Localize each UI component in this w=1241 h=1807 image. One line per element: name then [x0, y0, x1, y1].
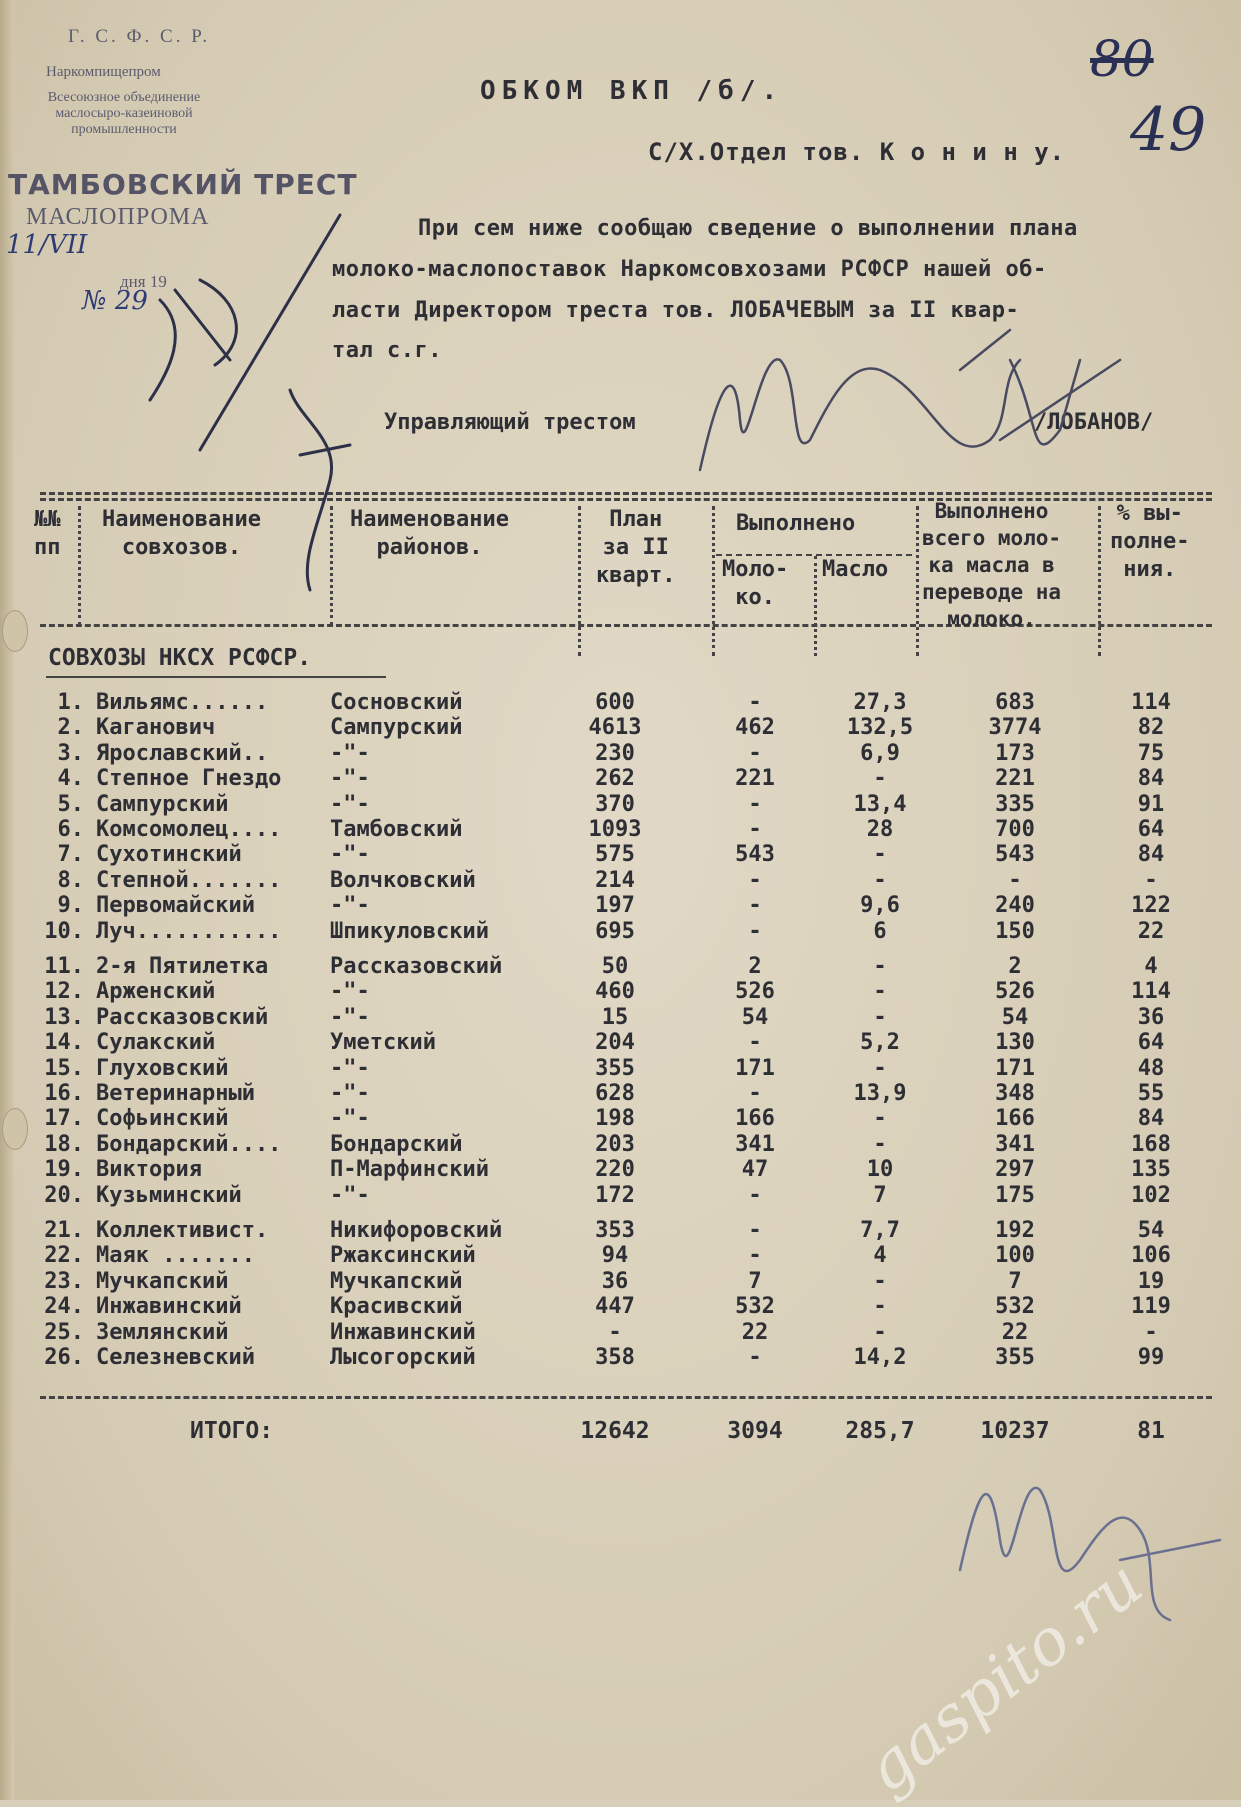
percent-value: 135	[1131, 1157, 1171, 1183]
plan-value: 262	[595, 766, 635, 792]
converted-total-value: 526	[995, 979, 1035, 1005]
milk-value: 221	[735, 766, 775, 792]
butter-value: -	[873, 867, 887, 893]
farm-name: Коллективист.	[96, 1218, 269, 1243]
row-number: 21.	[44, 1218, 84, 1243]
farm-name: Бондарский....	[96, 1131, 282, 1157]
row-number: 24.	[44, 1294, 84, 1320]
header-text: №№	[34, 507, 61, 532]
district-name: -"-	[330, 740, 370, 766]
farm-name: Вильямс......	[96, 690, 269, 715]
row-number: 22.	[44, 1243, 84, 1269]
plan-value: 358	[595, 1345, 635, 1370]
percent-value: 64	[1137, 817, 1165, 842]
butter-value: -	[873, 766, 887, 792]
converted-total-value: 348	[995, 1081, 1035, 1106]
milk-value: 7	[748, 1268, 762, 1294]
farm-name: Глуховский	[96, 1055, 229, 1081]
plan-value: 230	[595, 740, 635, 766]
row-number: 3.	[57, 740, 84, 766]
milk-value: -	[748, 1345, 762, 1370]
plan-value: 370	[595, 791, 635, 817]
butter-value: 9,6	[860, 893, 900, 919]
butter-value: 7,7	[860, 1218, 900, 1243]
milk-value: -	[748, 791, 762, 817]
milk-value: -	[748, 690, 762, 715]
district-name: Волчковский	[330, 867, 476, 893]
percent-value: 114	[1131, 979, 1171, 1005]
milk-value: -	[748, 893, 762, 919]
stamp-line: Всесоюзное объединение маслосыро-казеиновой промышленности	[47, 90, 201, 137]
district-name: Лысогорский	[330, 1345, 476, 1370]
header-text: районов.	[376, 535, 483, 560]
farm-name: Маяк .......	[96, 1243, 255, 1269]
row-number: 19.	[44, 1157, 84, 1183]
butter-value: -	[873, 954, 887, 979]
plan-value: 4613	[588, 715, 642, 741]
percent-value: 4	[1144, 954, 1158, 979]
farm-name: Рассказовский	[96, 1004, 269, 1030]
farm-name: Степной.......	[96, 867, 282, 893]
butter-value: 10	[866, 1157, 894, 1183]
converted-total-value: 173	[995, 740, 1035, 766]
butter-value: 6	[873, 918, 887, 944]
converted-total-value: 100	[995, 1243, 1035, 1269]
row-number: 1.	[57, 690, 84, 715]
farm-name: Комсомолец....	[96, 817, 282, 842]
row-number: 6.	[57, 817, 84, 842]
milk-value: -	[748, 1182, 762, 1208]
district-name: -"-	[330, 766, 370, 792]
converted-total-value: 175	[995, 1182, 1035, 1208]
header-text: ния.	[1123, 557, 1177, 582]
header-text: всего моло-	[922, 526, 1062, 550]
struck-page-number: 80	[1090, 30, 1154, 88]
page-number: 49	[1130, 95, 1207, 165]
row-number: 20.	[44, 1182, 84, 1208]
plan-value: 36	[601, 1268, 629, 1294]
plan-value: 628	[595, 1081, 635, 1106]
plan-value: 94	[601, 1243, 629, 1269]
body-line: ласти Директором треста тов. ЛОБАЧЕВЫМ за II квар-	[332, 298, 1020, 323]
number-label: №	[82, 286, 107, 316]
converted-total-value: 192	[995, 1218, 1035, 1243]
header-text: пп	[34, 535, 61, 560]
row-number: 15.	[44, 1055, 84, 1081]
plan-value: -	[608, 1319, 622, 1345]
body-line: тал с.г.	[332, 338, 442, 363]
percent-value: 91	[1137, 791, 1165, 817]
farm-name: Мучкапский	[96, 1268, 229, 1294]
converted-total-value: 130	[995, 1030, 1035, 1056]
row-number: 16.	[44, 1081, 84, 1106]
district-name: Сосновский	[330, 690, 463, 715]
converted-total-value: -	[1008, 867, 1022, 893]
total-label: ИТОГО:	[190, 1418, 274, 1444]
converted-total-value: 150	[995, 918, 1035, 944]
district-name: Шпикуловский	[330, 918, 489, 944]
row-number: 12.	[44, 979, 84, 1005]
total-butter: 285,7	[845, 1418, 915, 1444]
milk-value: -	[748, 918, 762, 944]
milk-value: -	[748, 817, 762, 842]
district-name: Никифоровский	[330, 1218, 503, 1243]
header-text: Выполнено	[934, 499, 1049, 523]
body-line: При сем ниже сообщаю сведение о выполнении плана	[418, 216, 1078, 241]
district-name: -"-	[330, 842, 370, 868]
header-text: Моло-	[722, 557, 789, 582]
butter-value: 28	[866, 817, 894, 842]
plan-value: 214	[595, 867, 635, 893]
stamp-line: Г. С. Ф. С. Р.	[68, 26, 211, 47]
section-title: СОВХОЗЫ НКСХ РСФСР.	[48, 645, 312, 671]
recipient-organization: ОБКОМ ВКП /б/.	[480, 76, 784, 106]
percent-value: 106	[1131, 1243, 1171, 1269]
farm-name: Селезневский	[96, 1345, 255, 1370]
row-number: 18.	[44, 1131, 84, 1157]
total-percent: 81	[1137, 1418, 1165, 1444]
row-number: 25.	[44, 1319, 84, 1345]
percent-value: 54	[1137, 1218, 1165, 1243]
butter-value: -	[873, 1055, 887, 1081]
district-name: Тамбовский	[330, 817, 463, 842]
milk-value: 166	[735, 1106, 775, 1132]
percent-value: 84	[1137, 766, 1165, 792]
plan-value: 203	[595, 1131, 635, 1157]
converted-total-value: 166	[995, 1106, 1035, 1132]
farm-name: Ярославский..	[96, 740, 269, 766]
district-name: Мучкапский	[330, 1268, 463, 1294]
district-name: -"-	[330, 1004, 370, 1030]
signatory-name: /ЛОБАНОВ/	[1034, 410, 1154, 435]
percent-value: 84	[1137, 1106, 1165, 1132]
percent-value: 19	[1137, 1268, 1165, 1294]
district-name: -"-	[330, 1055, 370, 1081]
header-text: переводе на	[922, 580, 1062, 604]
row-number: 10.	[44, 918, 84, 944]
district-name: Ржаксинский	[330, 1243, 476, 1269]
farm-name: Арженский	[96, 979, 216, 1005]
milk-value: 54	[741, 1004, 769, 1030]
plan-value: 575	[595, 842, 635, 868]
percent-value: 36	[1137, 1004, 1165, 1030]
converted-total-value: 171	[995, 1055, 1035, 1081]
milk-value: 171	[735, 1055, 775, 1081]
farm-name: Сампурский	[96, 791, 229, 817]
percent-value: 84	[1137, 842, 1165, 868]
percent-value: 99	[1137, 1345, 1165, 1370]
milk-value: 543	[735, 842, 775, 868]
percent-value: 82	[1137, 715, 1165, 741]
farm-name: 2-я Пятилетка	[96, 954, 269, 979]
district-name: Уметский	[330, 1030, 436, 1056]
butter-value: 4	[873, 1243, 887, 1269]
farm-name: Инжавинский	[96, 1294, 242, 1320]
converted-total-value: 335	[995, 791, 1035, 817]
header-text: полне-	[1110, 529, 1190, 554]
converted-total-value: 532	[995, 1294, 1035, 1320]
milk-value: 47	[741, 1157, 769, 1183]
resolution-scribble	[150, 215, 350, 590]
milk-value: -	[748, 1081, 762, 1106]
header-done: Выполнено	[736, 511, 856, 536]
butter-value: -	[873, 1268, 887, 1294]
stamp-line: МАСЛОПРОМА	[26, 204, 210, 230]
farm-name: Сулакский	[96, 1030, 216, 1056]
plan-value: 353	[595, 1218, 635, 1243]
converted-total-value: 683	[995, 690, 1035, 715]
header-text: Наименование	[350, 507, 509, 532]
body-line: молоко-маслопоставок Наркомсовхозами РСФСР нашей об-	[332, 257, 1047, 282]
percent-value: -	[1144, 1319, 1158, 1345]
butter-value: -	[873, 1004, 887, 1030]
converted-total-value: 700	[995, 817, 1035, 842]
converted-total-value: 7	[1008, 1268, 1022, 1294]
farm-name: Виктория	[96, 1157, 202, 1183]
milk-value: 462	[735, 715, 775, 741]
butter-value: 27,3	[853, 690, 907, 715]
butter-value: 7	[873, 1182, 887, 1208]
header-text: ко.	[735, 585, 775, 610]
header-text: ка масла в	[928, 553, 1055, 577]
row-number: 13.	[44, 1004, 84, 1030]
district-name: Рассказовский	[330, 954, 503, 979]
butter-value: -	[873, 1319, 887, 1345]
district-name: Бондарский	[330, 1131, 463, 1157]
percent-value: 55	[1137, 1081, 1165, 1106]
butter-value: -	[873, 979, 887, 1005]
row-number: 23.	[44, 1268, 84, 1294]
farm-name: Ветеринарный	[96, 1081, 255, 1106]
total-milk: 3094	[727, 1418, 783, 1444]
header-text: План	[609, 507, 663, 532]
milk-value: -	[748, 867, 762, 893]
milk-value: -	[748, 1243, 762, 1269]
row-number: 17.	[44, 1106, 84, 1132]
district-name: П-Марфинский	[330, 1157, 489, 1183]
milk-value: 2	[748, 954, 762, 979]
percent-value: 168	[1131, 1131, 1171, 1157]
plan-value: 220	[595, 1157, 635, 1183]
percent-value: 75	[1137, 740, 1165, 766]
converted-total-value: 3774	[988, 715, 1042, 741]
converted-total-value: 341	[995, 1131, 1035, 1157]
total-plan: 12642	[580, 1418, 650, 1444]
butter-value: 13,4	[853, 791, 907, 817]
percent-value: 64	[1137, 1030, 1165, 1056]
percent-value: 114	[1131, 690, 1171, 715]
district-name: -"-	[330, 1081, 370, 1106]
butter-value: 132,5	[846, 715, 914, 741]
header-text: за II	[602, 535, 669, 560]
converted-total-value: 543	[995, 842, 1035, 868]
plan-value: 50	[601, 954, 629, 979]
butter-value: 6,9	[860, 740, 900, 766]
addressee: С/Х.Отдел тов. К о н и н у.	[648, 138, 1066, 166]
butter-value: -	[873, 1294, 887, 1320]
milk-value: 22	[741, 1319, 769, 1345]
plan-value: 460	[595, 979, 635, 1005]
row-number: 14.	[44, 1030, 84, 1056]
header-butter: Масло	[822, 557, 889, 582]
header-text: кварт.	[596, 563, 676, 588]
farm-name: Кузьминский	[96, 1182, 242, 1208]
header-text: Наименование	[102, 507, 261, 532]
plan-value: 198	[595, 1106, 635, 1132]
farm-name: Землянский	[96, 1319, 229, 1345]
watermark: gaspito.ru	[852, 1546, 1157, 1807]
farm-name: Первомайский	[96, 893, 255, 919]
farm-name: Софьинский	[96, 1106, 229, 1132]
butter-value: -	[873, 842, 887, 868]
row-number: 9.	[57, 893, 84, 919]
plan-value: 695	[595, 918, 635, 944]
district-name: Сампурский	[330, 715, 463, 741]
percent-value: 102	[1131, 1182, 1171, 1208]
plan-value: 355	[595, 1055, 635, 1081]
milk-value: 526	[735, 979, 775, 1005]
milk-value: 341	[735, 1131, 775, 1157]
header-text: молоко.	[947, 607, 1036, 631]
stamp-date-label: дня 19	[120, 272, 167, 291]
converted-total-value: 54	[1001, 1004, 1029, 1030]
converted-total-value: 240	[995, 893, 1035, 919]
butter-value: -	[873, 1131, 887, 1157]
plan-value: 600	[595, 690, 635, 715]
row-number: 5.	[57, 791, 84, 817]
plan-value: 172	[595, 1182, 635, 1208]
row-number: 7.	[57, 842, 84, 868]
farm-name: Сухотинский	[96, 842, 242, 868]
butter-value: 14,2	[853, 1345, 907, 1370]
stamp-line: Наркомпищепром	[46, 64, 161, 80]
milk-value: 532	[735, 1294, 775, 1320]
number-value: 29	[114, 286, 148, 316]
converted-total-value: 2	[1008, 954, 1022, 979]
percent-value: 122	[1131, 893, 1171, 919]
percent-value: 22	[1137, 918, 1165, 944]
plan-value: 1093	[588, 817, 642, 842]
converted-total-value: 221	[995, 766, 1035, 792]
milk-value: -	[748, 740, 762, 766]
district-name: -"-	[330, 893, 370, 919]
total-converted: 10237	[980, 1418, 1050, 1444]
milk-value: -	[748, 1030, 762, 1056]
district-name: Инжавинский	[330, 1319, 476, 1345]
district-name: -"-	[330, 1106, 370, 1132]
row-number: 4.	[57, 766, 84, 792]
district-name: -"-	[330, 1182, 370, 1208]
milk-value: -	[748, 1218, 762, 1243]
stamp-handwritten-date: 11/VII	[6, 230, 88, 260]
farm-name: Степное Гнездо	[96, 766, 282, 792]
farm-name: Луч...........	[96, 918, 282, 944]
farm-name: Каганович	[96, 715, 216, 741]
plan-value: 204	[595, 1030, 635, 1056]
converted-total-value: 297	[995, 1157, 1035, 1183]
converted-total-value: 22	[1001, 1319, 1029, 1345]
district-name: -"-	[330, 791, 370, 817]
row-number: 8.	[57, 867, 84, 893]
second-signature	[960, 1488, 1220, 1620]
header-text: % вы-	[1116, 501, 1183, 526]
plan-value: 197	[595, 893, 635, 919]
percent-value: 119	[1131, 1294, 1171, 1320]
percent-value: 48	[1137, 1055, 1165, 1081]
row-number: 26.	[44, 1345, 84, 1370]
header-text: совхозов.	[121, 535, 242, 560]
converted-total-value: 355	[995, 1345, 1035, 1370]
stamp-trust-name: ТАМБОВСКИЙ ТРЕСТ	[8, 168, 358, 201]
percent-value: -	[1144, 867, 1158, 893]
plan-value: 447	[595, 1294, 635, 1320]
butter-value: 13,9	[853, 1081, 907, 1106]
district-name: Красивский	[330, 1294, 463, 1320]
butter-value: 5,2	[860, 1030, 900, 1056]
row-number: 11.	[44, 954, 84, 979]
district-name: -"-	[330, 979, 370, 1005]
signature-mark	[700, 330, 1120, 470]
row-number: 2.	[57, 715, 84, 741]
plan-value: 15	[601, 1004, 629, 1030]
butter-value: -	[873, 1106, 887, 1132]
signatory-role: Управляющий трестом	[384, 410, 636, 435]
